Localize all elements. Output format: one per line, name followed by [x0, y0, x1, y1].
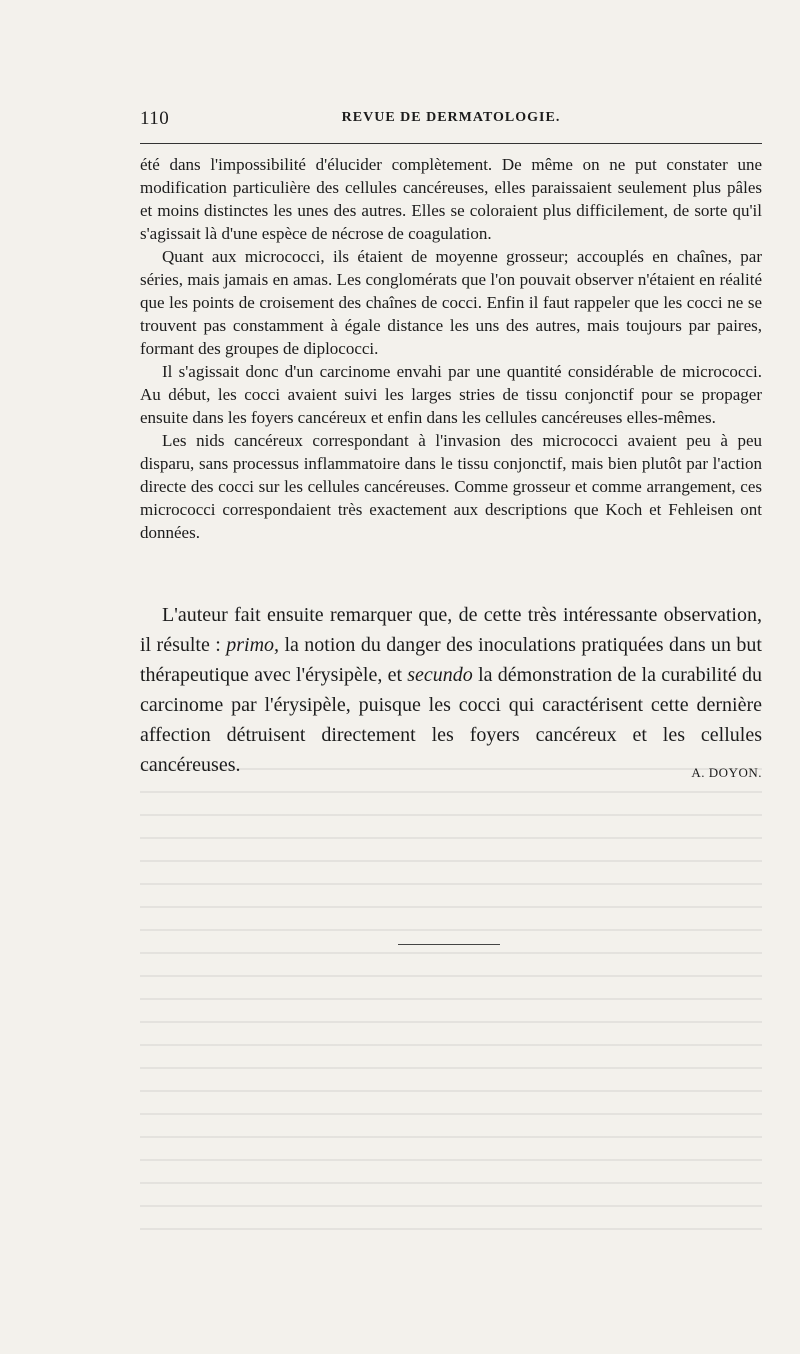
page-header	[140, 108, 762, 132]
summary-paragraph	[140, 600, 762, 780]
running-title: REVUE DE DERMATOLOGIE.	[341, 110, 561, 125]
header-rule	[140, 143, 762, 144]
paragraph: été dans l'impossibilité d'élucider complètement. De même on ne put constater une modification particulière des cellules cancéreuses, elles paraissaient seulement plus pâles et moins distinctes les unes des autres. Elles se coloraient plus difficilement, de sorte qu'il s'agissait là d'une espèce de nécrose de coagulation.	[140, 155, 762, 243]
summary-primo: primo,	[226, 634, 280, 656]
bleed-through-texture	[140, 760, 762, 1230]
summary-text-1: L'auteur fait ensuite remarquer que, de cette très intéressante observation, il résulte :	[140, 604, 762, 656]
paragraph: Il s'agissait donc d'un carcinome envahi par une quantité considérable de micrococci. Au début, les cocci avaient suivi les larges stries de tissu conjonctif pour se propager ensuite dans les foyers cancéreux et enfin dans les cellules cancéreuses elles-mêmes.	[140, 362, 762, 427]
body-text	[140, 153, 762, 544]
paragraph: Quant aux micrococci, ils étaient de moyenne grosseur; accouplés en chaînes, par séries, mais jamais en amas. Les conglomérats que l'on pouvait observer n'étaient en réalité que les points de croisement des chaînes de cocci. Enfin il faut rappeler que les cocci ne se trouvent pas constamment à égale distance les uns des autres, mais toujours par paires, formant des groupes de diplococci.	[140, 247, 762, 358]
paragraph: Les nids cancéreux correspondant à l'invasion des micrococci avaient peu à peu disparu, sans processus inflammatoire dans le tissu conjonctif, mais bien plutôt par l'action directe des cocci sur les cellules cancéreuses. Comme grosseur et comme arrangement, ces micrococci correspondaient très exactement aux descriptions que Koch et Fehleisen ont données.	[140, 431, 762, 542]
summary-secundo: secundo	[407, 664, 473, 686]
page-number: 110	[140, 108, 170, 129]
section-end-rule	[398, 944, 500, 945]
summary-text-3: la démonstration de la curabilité du carcinome par l'érysipèle, puisque les cocci qui caractérisent cette dernière affection détruisent directement les foyers cancéreux et les cellules cancéreuses.	[140, 664, 763, 776]
author-signature: A. DOYON.	[691, 765, 762, 780]
summary-text-2: la notion du danger des inoculations pratiquées dans un but thérapeutique avec l'érysipèle, et	[140, 634, 762, 686]
